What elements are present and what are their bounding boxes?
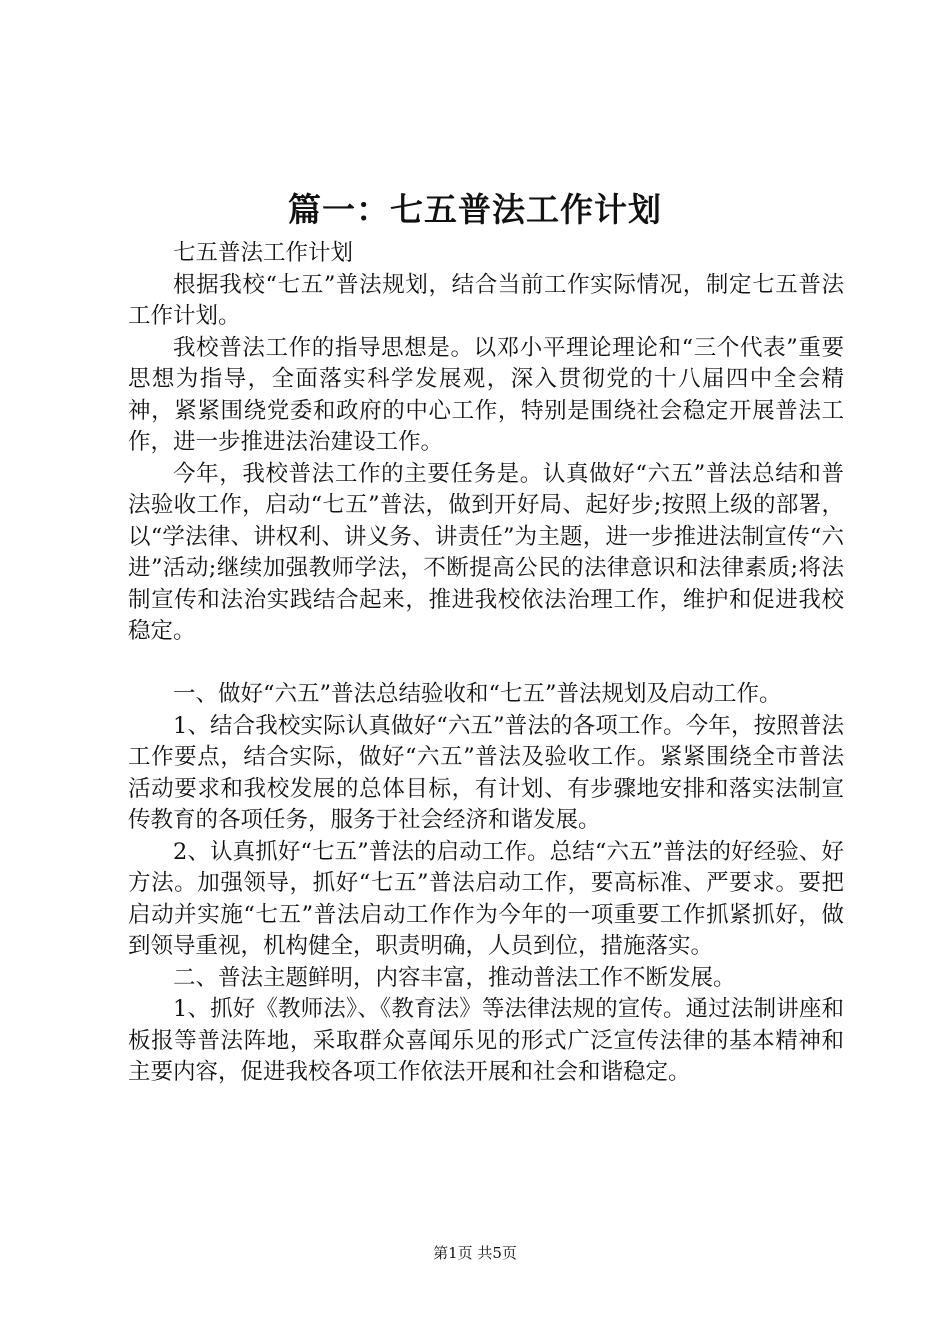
section-heading-2: 二、普法主题鲜明，内容丰富，推动普法工作不断发展。 xyxy=(173,964,736,991)
paragraph-guiding-ideology: 我校普法工作的指导思想是。以邓小平理论理论和“三个代表”重要思想为指导，全面落实科学发展观，深入贯彻党的十八届四中全会精神，紧紧围绕党委和政府的中心工作，特别是围绕社会稳定开展普法工作，进一步推进法治建设工作。 xyxy=(128,334,844,455)
page-footer: 第1页 共5页 xyxy=(433,1244,517,1262)
paragraph-spacer xyxy=(128,648,844,680)
document-body xyxy=(128,238,844,1089)
paragraph-main-tasks: 今年，我校普法工作的主要任务是。认真做好“六五”普法总结和普法验收工作，启动“七五”普法，做到开好局、起好步;按照上级的部署，以“学法律、讲权利、讲义务、讲责任”为主题，进一步推进法制宣传“六进”活动;继续加强教师学法，不断提高公民的法律意识和法律素质;将法制宣传和法治实践结合起来，推进我校依法治理工作，维护和促进我校稳定。 xyxy=(128,460,844,644)
paragraph-item-2-1: 1、抓好《教师法》、《教育法》等法律法规的宣传。通过法制讲座和板报等普法阵地，采取群众喜闻乐见的形式广泛宣传法律的基本精神和主要内容，促进我校各项工作依法开展和社会和谐稳定。 xyxy=(128,996,844,1085)
paragraph-item-1-2: 2、认真抓好“七五”普法的启动工作。总结“六五”普法的好经验、好方法。加强领导，抓好“七五”普法启动工作，要高标准、严要求。要把启动并实施“七五”普法启动工作作为今年的一项重要工作抓紧抓好，做到领导重视，机构健全，职责明确，人员到位，措施落实。 xyxy=(128,838,844,959)
paragraph-item-1-1: 1、结合我校实际认真做好“六五”普法的各项工作。今年，按照普法工作要点，结合实际，做好“六五”普法及验收工作。紧紧围绕全市普法活动要求和我校发展的总体目标，有计划、有步骤地安排和落实法制宣传教育的各项任务，服务于社会经济和谐发展。 xyxy=(128,712,844,833)
paragraph-subtitle: 七五普法工作计划 xyxy=(173,240,354,266)
paragraph-intro: 根据我校“七五”普法规划，结合当前工作实际情况，制定七五普法工作计划。 xyxy=(128,271,844,329)
section-heading-1: 一、做好“六五”普法总结验收和“七五”普法规划及启动工作。 xyxy=(173,681,782,707)
document-title: 篇一：七五普法工作计划 xyxy=(288,190,662,229)
